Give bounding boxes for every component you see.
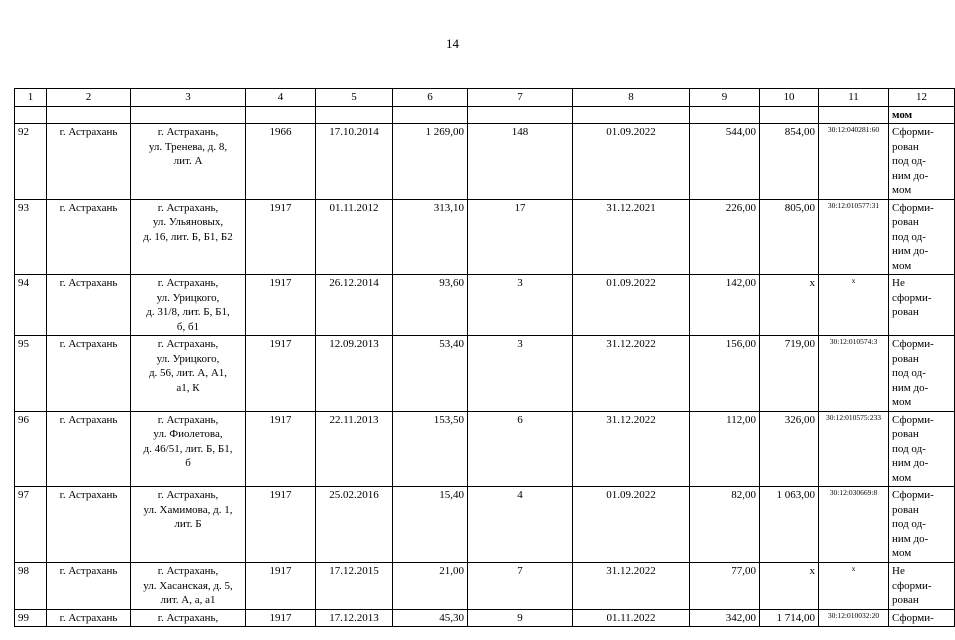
date-cell: 31.12.2021 (573, 199, 690, 275)
area-cell: 82,00 (690, 487, 760, 563)
continuation-cell (819, 106, 889, 124)
address-cell: г. Астрахань, ул. Хасанская, д. 5, лит. А, а, а1 (131, 562, 246, 609)
row-number: 93 (15, 199, 47, 275)
date-cell: 22.11.2013 (316, 411, 393, 487)
area-cell: 326,00 (760, 411, 819, 487)
area-cell: 342,00 (690, 609, 760, 627)
continuation-cell (15, 106, 47, 124)
date-cell: 01.11.2022 (573, 609, 690, 627)
cadastral-number-cell: 30:12:010577:31 (819, 199, 889, 275)
address-cell: г. Астрахань, (131, 609, 246, 627)
people-cell: 3 (468, 275, 573, 336)
year-cell: 1917 (246, 275, 316, 336)
date-cell: 17.12.2015 (316, 562, 393, 609)
continuation-cell (316, 106, 393, 124)
date-cell: 26.12.2014 (316, 275, 393, 336)
area-cell: 544,00 (690, 124, 760, 200)
date-cell: 25.02.2016 (316, 487, 393, 563)
date-cell: 01.09.2022 (573, 487, 690, 563)
row-number: 98 (15, 562, 47, 609)
continuation-cell (246, 106, 316, 124)
header-cell: 11 (819, 89, 889, 107)
page-number: 14 (446, 36, 459, 51)
cadastral-number-cell: 30:12:040281:60 (819, 124, 889, 200)
people-cell: 9 (468, 609, 573, 627)
header-cell: 7 (468, 89, 573, 107)
status-cell: Сформи- рован под од- ним до- мом (889, 411, 955, 487)
date-cell: 01.09.2022 (573, 275, 690, 336)
table-row (15, 411, 955, 487)
continuation-cell (393, 106, 468, 124)
cadastral-number-cell: 30:12:030669:8 (819, 487, 889, 563)
date-cell: 31.12.2022 (573, 411, 690, 487)
status-cell: Сформи- рован под од- ним до- мом (889, 124, 955, 200)
header-cell: 10 (760, 89, 819, 107)
people-cell: 17 (468, 199, 573, 275)
date-cell: 01.11.2012 (316, 199, 393, 275)
city-cell: г. Астрахань (47, 487, 131, 563)
year-cell: 1917 (246, 562, 316, 609)
area-cell: 112,00 (690, 411, 760, 487)
row-number: 99 (15, 609, 47, 627)
continuation-cell (468, 106, 573, 124)
row-number: 94 (15, 275, 47, 336)
city-cell: г. Астрахань (47, 609, 131, 627)
area-cell: 15,40 (393, 487, 468, 563)
header-cell: 6 (393, 89, 468, 107)
cadastral-number-cell: 30:12:010574:3 (819, 336, 889, 412)
status-cell: Сформи- (889, 609, 955, 627)
table-row (15, 124, 955, 200)
area-cell: 1 063,00 (760, 487, 819, 563)
year-cell: 1917 (246, 411, 316, 487)
continuation-cell (47, 106, 131, 124)
address-cell: г. Астрахань, ул. Тренева, д. 8, лит. А (131, 124, 246, 200)
row-number: 92 (15, 124, 47, 200)
people-cell: 148 (468, 124, 573, 200)
cadastral-number-cell: х (819, 275, 889, 336)
continuation-cell (573, 106, 690, 124)
header-cell: 1 (15, 89, 47, 107)
city-cell: г. Астрахань (47, 275, 131, 336)
date-cell: 17.10.2014 (316, 124, 393, 200)
city-cell: г. Астрахань (47, 199, 131, 275)
continuation-cell (131, 106, 246, 124)
area-cell: 21,00 (393, 562, 468, 609)
continuation-row (15, 106, 955, 124)
area-cell: 1 714,00 (760, 609, 819, 627)
people-cell: 4 (468, 487, 573, 563)
area-cell: 854,00 (760, 124, 819, 200)
people-cell: 6 (468, 411, 573, 487)
people-cell: 3 (468, 336, 573, 412)
date-cell: 12.09.2013 (316, 336, 393, 412)
table-row (15, 199, 955, 275)
address-cell: г. Астрахань, ул. Урицкого, д. 31/8, лит. Б, Б1, б, б1 (131, 275, 246, 336)
area-cell: 153,50 (393, 411, 468, 487)
area-cell: 156,00 (690, 336, 760, 412)
city-cell: г. Астрахань (47, 124, 131, 200)
cadastral-number-cell: х (819, 562, 889, 609)
address-cell: г. Астрахань, ул. Ульяновых, д. 16, лит. Б, Б1, Б2 (131, 199, 246, 275)
area-cell: 142,00 (690, 275, 760, 336)
area-cell: 313,10 (393, 199, 468, 275)
continuation-cell: мом (889, 106, 955, 124)
status-cell: Сформи- рован под од- ним до- мом (889, 487, 955, 563)
row-number: 95 (15, 336, 47, 412)
row-number: 97 (15, 487, 47, 563)
address-cell: г. Астрахань, ул. Урицкого, д. 56, лит. А, А1, а1, К (131, 336, 246, 412)
date-cell: 31.12.2022 (573, 336, 690, 412)
table-row (15, 562, 955, 609)
city-cell: г. Астрахань (47, 411, 131, 487)
area-cell: 719,00 (760, 336, 819, 412)
area-cell: 45,30 (393, 609, 468, 627)
header-cell: 4 (246, 89, 316, 107)
table-row (15, 487, 955, 563)
header-cell: 9 (690, 89, 760, 107)
year-cell: 1966 (246, 124, 316, 200)
area-cell: 226,00 (690, 199, 760, 275)
continuation-cell (690, 106, 760, 124)
year-cell: 1917 (246, 199, 316, 275)
status-cell: Не сформи- рован (889, 275, 955, 336)
date-cell: 17.12.2013 (316, 609, 393, 627)
year-cell: 1917 (246, 609, 316, 627)
header-row (15, 89, 955, 107)
header-cell: 3 (131, 89, 246, 107)
people-cell: 7 (468, 562, 573, 609)
date-cell: 31.12.2022 (573, 562, 690, 609)
table-row (15, 609, 955, 627)
row-number: 96 (15, 411, 47, 487)
year-cell: 1917 (246, 336, 316, 412)
status-cell: Сформи- рован под од- ним до- мом (889, 336, 955, 412)
header-cell: 5 (316, 89, 393, 107)
table-row (15, 336, 955, 412)
area-cell: 1 269,00 (393, 124, 468, 200)
area-cell: х (760, 562, 819, 609)
header-cell: 12 (889, 89, 955, 107)
area-cell: 77,00 (690, 562, 760, 609)
cadastral-number-cell: 30:12:010575:233 (819, 411, 889, 487)
area-cell: 805,00 (760, 199, 819, 275)
date-cell: 01.09.2022 (573, 124, 690, 200)
header-cell: 8 (573, 89, 690, 107)
cadastral-number-cell: 30:12:010032:20 (819, 609, 889, 627)
year-cell: 1917 (246, 487, 316, 563)
status-cell: Не сформи- рован (889, 562, 955, 609)
address-cell: г. Астрахань, ул. Фиолетова, д. 46/51, лит. Б, Б1, б (131, 411, 246, 487)
area-cell: х (760, 275, 819, 336)
header-cell: 2 (47, 89, 131, 107)
data-table (14, 88, 955, 627)
area-cell: 93,60 (393, 275, 468, 336)
area-cell: 53,40 (393, 336, 468, 412)
continuation-cell (760, 106, 819, 124)
table-row (15, 275, 955, 336)
city-cell: г. Астрахань (47, 336, 131, 412)
address-cell: г. Астрахань, ул. Хамимова, д. 1, лит. Б (131, 487, 246, 563)
status-cell: Сформи- рован под од- ним до- мом (889, 199, 955, 275)
city-cell: г. Астрахань (47, 562, 131, 609)
